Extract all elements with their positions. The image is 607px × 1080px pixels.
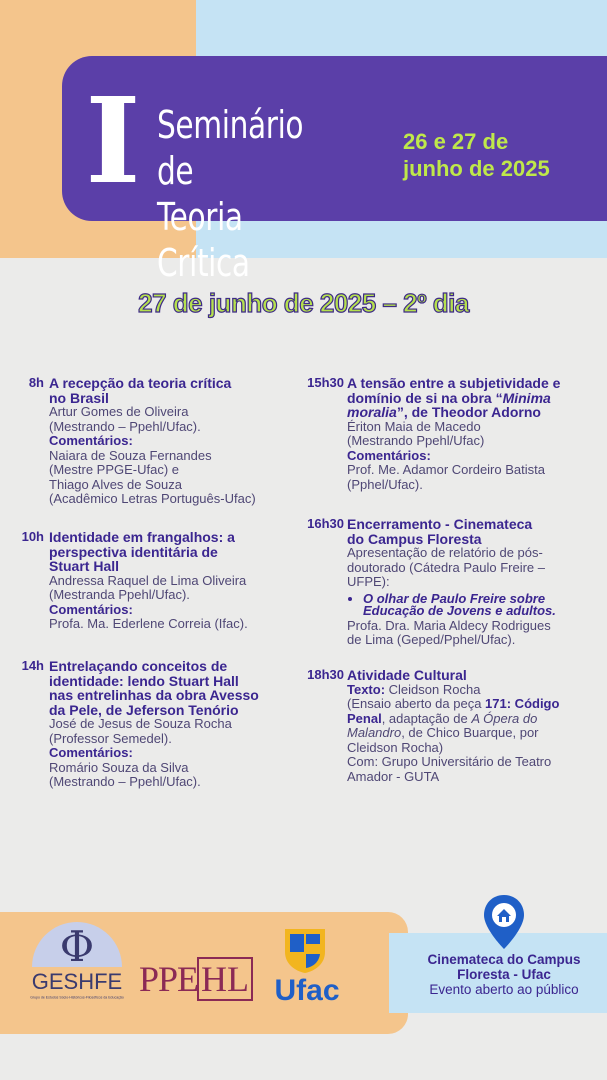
title-line: Stuart Hall	[49, 558, 120, 574]
commentator-role: (Acadêmico Letras Português-Ufac)	[49, 491, 256, 506]
title-line-1: Seminário de	[157, 103, 304, 193]
event-title	[157, 102, 344, 286]
commentator-role: (Pphel/Ufac).	[347, 476, 423, 492]
ppehl-wordmark-b: HL	[197, 957, 253, 1001]
event-dates	[403, 128, 603, 182]
title-line: A recepção da teoria crítica	[49, 375, 232, 391]
ppehl-logo	[139, 957, 251, 1003]
description-line	[347, 697, 603, 712]
venue-name-line: Cinemateca do Campus	[427, 952, 581, 967]
schedule-time: 15h30	[307, 375, 344, 390]
title-line-2: Teoria Crítica	[157, 195, 250, 285]
work-title: A Ópera do	[471, 710, 538, 726]
title-line: do Campus Floresta	[347, 530, 482, 547]
title-line: da Pele, de Jeferson Tenório	[49, 701, 239, 718]
description-line: Amador - GUTA	[347, 768, 440, 784]
description-text: , de Chico Buarque, por	[401, 725, 539, 740]
title-line: Encerramento - Cinemateca	[347, 516, 533, 532]
speaker-role: (Professor Semedel).	[49, 730, 172, 746]
schedule-time: 18h30	[307, 667, 344, 682]
schedule-title	[49, 659, 299, 717]
schedule-title: Atividade Cultural	[347, 667, 467, 683]
dates-line-1: 26 e 27 de	[403, 129, 509, 154]
ufac-logo	[262, 926, 352, 1010]
comments-label: Comentários:	[49, 601, 133, 617]
play-title: 171: Código	[485, 696, 560, 711]
presenter-role: de Lima (Geped/Pphel/Ufac).	[347, 632, 516, 647]
description-line: Com: Grupo Universitário de Teatro	[347, 754, 552, 769]
title-line: no Brasil	[49, 389, 109, 406]
title-text: ”, de Theodor Adorno	[396, 404, 541, 420]
schedule-body	[49, 659, 299, 790]
commentator-name: Profa. Ma. Ederlene Correia (Ifac).	[49, 616, 248, 631]
speaker-name: José de Jesus de Souza Rocha	[49, 716, 232, 731]
schedule-body	[49, 376, 299, 507]
title-line: A tensão entre a subjetividade e	[347, 375, 561, 391]
speaker-role: (Mestranda Ppehl/Ufac).	[49, 587, 190, 602]
bullet-item-continuation: Educação de Jovens e adultos.	[363, 603, 556, 618]
description-line: Cleidson Rocha)	[347, 739, 444, 755]
texto-label: Texto:	[347, 681, 386, 697]
schedule-body	[49, 530, 289, 632]
venue-info	[404, 952, 604, 997]
commentator-role: (Mestre PPGE-Ufac) e	[49, 462, 180, 477]
description-line: Apresentação de relatório de pós-	[347, 545, 543, 560]
comments-label: Comentários:	[49, 745, 133, 760]
comments-label: Comentários:	[347, 447, 431, 463]
title-line: nas entrelinhas da obra Avesso	[49, 687, 259, 703]
ufac-shield-icon	[282, 926, 328, 974]
schedule-title	[347, 376, 603, 420]
schedule-body	[347, 668, 603, 784]
speaker-role: (Mestrando Ppehl/Ufac)	[347, 433, 485, 448]
title-italic: moralia	[347, 404, 397, 420]
title-line	[347, 391, 603, 406]
day-heading: 27 de junho de 2025 – 2º dia	[138, 288, 469, 318]
title-text: domínio de si na obra “	[347, 389, 503, 406]
speaker-name: Andressa Raquel de Lima Oliveira	[49, 572, 247, 588]
schedule-time: 8h	[28, 375, 44, 390]
schedule-time: 14h	[21, 658, 44, 673]
ppehl-wordmark-a: PPE	[139, 959, 199, 999]
edition-numeral: I	[85, 71, 141, 210]
schedule-time: 16h30	[307, 516, 344, 531]
description-text: , adaptação de	[381, 710, 472, 726]
title-line: Entrelaçando conceitos de	[49, 658, 228, 674]
title-italic: Minima	[502, 389, 551, 406]
ufac-wordmark: Ufac	[274, 974, 340, 1007]
geshfe-logo	[24, 922, 130, 1012]
description-line: doutorado (Cátedra Paulo Freire –	[347, 559, 546, 575]
schedule-title	[347, 517, 603, 546]
title-line: Identidade em frangalhos: a	[49, 529, 235, 545]
work-title: Malandro	[347, 725, 402, 740]
location-home-icon	[481, 893, 527, 951]
commentator-name: Naiara de Souza Fernandes	[49, 447, 212, 463]
schedule-body	[347, 376, 603, 492]
texto-author: Cleidson Rocha	[385, 681, 481, 697]
bullet-item: • O olhar de Paulo Freire sobre	[363, 592, 603, 607]
geshfe-subtitle: Grupo de Estudos Sócio-Históricos-Filosóficos da Educação	[30, 996, 124, 1000]
presenter-name: Profa. Dra. Maria Aldecy Rodrigues	[347, 617, 551, 633]
description-line	[347, 726, 603, 741]
title-line: identidade: lendo Stuart Hall	[49, 672, 239, 689]
commentator-name: Prof. Me. Adamor Cordeiro Batista	[347, 462, 545, 477]
venue-note: Evento aberto ao público	[429, 982, 579, 997]
commentator-name: Thiago Alves de Souza	[49, 476, 182, 492]
commentator-role: (Mestrando – Ppehl/Ufac).	[49, 774, 201, 789]
play-title: Penal	[347, 710, 382, 726]
phi-symbol: Φ	[59, 922, 95, 971]
description-line: UFPE):	[347, 574, 390, 589]
title-line	[347, 405, 603, 420]
schedule-time: 10h	[21, 529, 44, 544]
schedule-body	[347, 517, 603, 648]
schedule-title	[49, 376, 299, 405]
texto-line	[347, 683, 603, 698]
commentator-name: Romário Souza da Silva	[49, 759, 189, 775]
title-line: perspectiva identitária de	[49, 543, 218, 560]
comments-label: Comentários:	[49, 433, 133, 448]
dates-line-2: junho de 2025	[403, 156, 550, 181]
schedule-title	[49, 530, 289, 574]
speaker-name: Artur Gomes de Oliveira	[49, 404, 189, 419]
venue-name-line: Floresta - Ufac	[457, 967, 551, 982]
speaker-role: (Mestrando – Ppehl/Ufac).	[49, 418, 201, 434]
speaker-name: Ériton Maia de Macedo	[347, 418, 481, 434]
description-text: (Ensaio aberto da peça	[347, 696, 486, 711]
geshfe-wordmark: GESHFE	[31, 969, 123, 994]
description-line	[347, 712, 603, 727]
